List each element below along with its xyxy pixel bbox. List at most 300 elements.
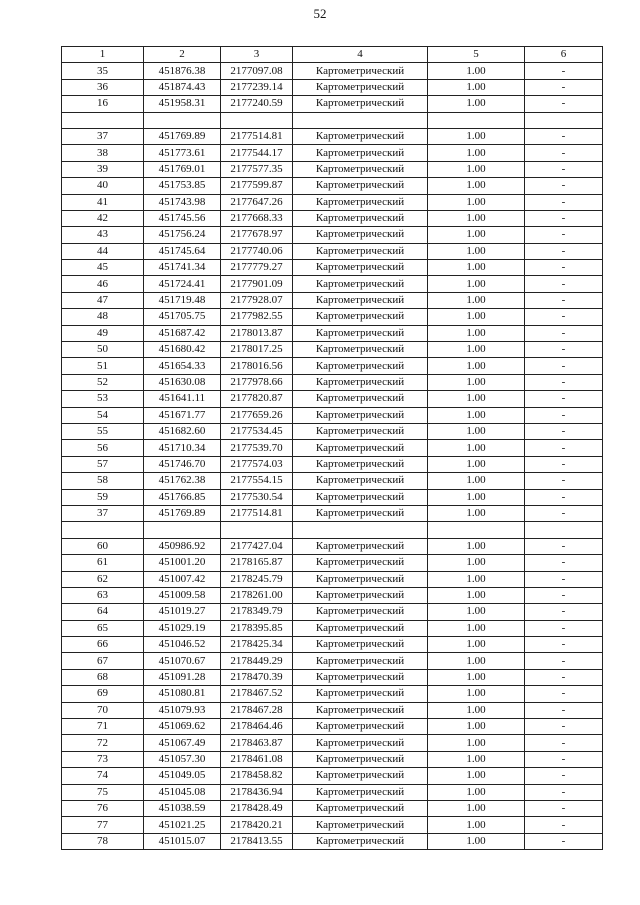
y-coordinate-cell: 2178165.87 (221, 555, 293, 571)
table-row (62, 292, 603, 308)
y-coordinate-cell: 2178428.49 (221, 800, 293, 816)
description-cell: - (525, 456, 603, 472)
description-cell (525, 112, 603, 128)
point-number-cell: 58 (62, 473, 144, 489)
y-coordinate-cell (221, 522, 293, 538)
table-row (62, 669, 603, 685)
header-row (62, 47, 603, 63)
point-number-cell: 71 (62, 719, 144, 735)
table-row (62, 440, 603, 456)
point-number-cell: 56 (62, 440, 144, 456)
accuracy-cell: 1.00 (428, 555, 525, 571)
table-row (62, 145, 603, 161)
table-row (62, 423, 603, 439)
point-number-cell: 64 (62, 604, 144, 620)
x-coordinate-cell: 451680.42 (144, 342, 221, 358)
method-cell: Картометрический (293, 440, 428, 456)
point-number-cell: 68 (62, 669, 144, 685)
point-number-cell: 69 (62, 686, 144, 702)
method-cell: Картометрический (293, 653, 428, 669)
y-coordinate-cell: 2177599.87 (221, 178, 293, 194)
point-number-cell: 52 (62, 374, 144, 390)
method-cell: Картометрический (293, 63, 428, 79)
point-number-cell: 47 (62, 292, 144, 308)
page-number: 52 (313, 6, 327, 21)
method-cell: Картометрический (293, 128, 428, 144)
y-coordinate-cell: 2177779.27 (221, 260, 293, 276)
x-coordinate-cell: 451007.42 (144, 571, 221, 587)
x-coordinate-cell: 451671.77 (144, 407, 221, 423)
table-row (62, 276, 603, 292)
method-cell: Картометрический (293, 719, 428, 735)
y-coordinate-cell: 2178395.85 (221, 620, 293, 636)
accuracy-cell: 1.00 (428, 784, 525, 800)
accuracy-cell: 1.00 (428, 719, 525, 735)
y-coordinate-cell: 2178464.46 (221, 719, 293, 735)
accuracy-cell: 1.00 (428, 505, 525, 521)
description-cell: - (525, 817, 603, 833)
x-coordinate-cell: 451687.42 (144, 325, 221, 341)
point-number-cell: 76 (62, 800, 144, 816)
method-cell: Картометрический (293, 702, 428, 718)
method-cell: Картометрический (293, 407, 428, 423)
y-coordinate-cell: 2177577.35 (221, 161, 293, 177)
point-number-cell: 75 (62, 784, 144, 800)
point-number-cell: 70 (62, 702, 144, 718)
method-cell: Картометрический (293, 587, 428, 603)
table-row (62, 161, 603, 177)
point-number-cell: 38 (62, 145, 144, 161)
table-row (62, 325, 603, 341)
table-row (62, 686, 603, 702)
accuracy-cell: 1.00 (428, 342, 525, 358)
point-number-cell: 72 (62, 735, 144, 751)
description-cell: - (525, 800, 603, 816)
y-coordinate-cell: 2177678.97 (221, 227, 293, 243)
method-cell: Картометрический (293, 817, 428, 833)
x-coordinate-cell: 451743.98 (144, 194, 221, 210)
y-coordinate-cell: 2177647.26 (221, 194, 293, 210)
accuracy-cell: 1.00 (428, 79, 525, 95)
table-row (62, 309, 603, 325)
column-header-4: 4 (293, 47, 428, 63)
y-coordinate-cell: 2177740.06 (221, 243, 293, 259)
method-cell (293, 522, 428, 538)
point-number-cell (62, 522, 144, 538)
point-number-cell: 60 (62, 538, 144, 554)
description-cell: - (525, 178, 603, 194)
accuracy-cell: 1.00 (428, 456, 525, 472)
method-cell: Картометрический (293, 456, 428, 472)
table-body (62, 63, 603, 850)
x-coordinate-cell: 451769.01 (144, 161, 221, 177)
table-row (62, 555, 603, 571)
accuracy-cell: 1.00 (428, 276, 525, 292)
y-coordinate-cell: 2177097.08 (221, 63, 293, 79)
point-number-cell: 48 (62, 309, 144, 325)
method-cell: Картометрический (293, 505, 428, 521)
x-coordinate-cell: 451769.89 (144, 505, 221, 521)
description-cell: - (525, 686, 603, 702)
description-cell (525, 522, 603, 538)
method-cell: Картометрический (293, 669, 428, 685)
accuracy-cell: 1.00 (428, 96, 525, 112)
y-coordinate-cell: 2177539.70 (221, 440, 293, 456)
point-number-cell: 54 (62, 407, 144, 423)
table-row (62, 489, 603, 505)
point-number-cell: 43 (62, 227, 144, 243)
accuracy-cell: 1.00 (428, 702, 525, 718)
y-coordinate-cell: 2178425.34 (221, 637, 293, 653)
table-row (62, 374, 603, 390)
method-cell: Картометрический (293, 325, 428, 341)
description-cell: - (525, 309, 603, 325)
description-cell: - (525, 96, 603, 112)
method-cell: Картометрический (293, 342, 428, 358)
y-coordinate-cell: 2177544.17 (221, 145, 293, 161)
accuracy-cell: 1.00 (428, 227, 525, 243)
point-number-cell: 61 (62, 555, 144, 571)
x-coordinate-cell: 451705.75 (144, 309, 221, 325)
x-coordinate-cell (144, 522, 221, 538)
description-cell: - (525, 440, 603, 456)
table-row (62, 702, 603, 718)
y-coordinate-cell: 2177239.14 (221, 79, 293, 95)
point-number-cell: 46 (62, 276, 144, 292)
description-cell: - (525, 79, 603, 95)
accuracy-cell: 1.00 (428, 63, 525, 79)
accuracy-cell: 1.00 (428, 489, 525, 505)
x-coordinate-cell: 451753.85 (144, 178, 221, 194)
method-cell: Картометрический (293, 555, 428, 571)
table-row (62, 817, 603, 833)
x-coordinate-cell: 450986.92 (144, 538, 221, 554)
method-cell: Картометрический (293, 571, 428, 587)
accuracy-cell: 1.00 (428, 669, 525, 685)
method-cell: Картометрический (293, 735, 428, 751)
table-row (62, 784, 603, 800)
table-row (62, 456, 603, 472)
description-cell: - (525, 473, 603, 489)
y-coordinate-cell (221, 112, 293, 128)
method-cell: Картометрический (293, 374, 428, 390)
method-cell: Картометрический (293, 178, 428, 194)
x-coordinate-cell: 451046.52 (144, 637, 221, 653)
method-cell: Картометрический (293, 161, 428, 177)
accuracy-cell: 1.00 (428, 292, 525, 308)
point-number-cell: 49 (62, 325, 144, 341)
y-coordinate-cell: 2177530.54 (221, 489, 293, 505)
point-number-cell: 66 (62, 637, 144, 653)
y-coordinate-cell: 2177901.09 (221, 276, 293, 292)
point-number-cell: 44 (62, 243, 144, 259)
x-coordinate-cell: 451045.08 (144, 784, 221, 800)
y-coordinate-cell: 2177982.55 (221, 309, 293, 325)
accuracy-cell: 1.00 (428, 194, 525, 210)
accuracy-cell (428, 522, 525, 538)
accuracy-cell: 1.00 (428, 391, 525, 407)
table-row (62, 768, 603, 784)
table-row (62, 79, 603, 95)
point-number-cell: 74 (62, 768, 144, 784)
description-cell: - (525, 391, 603, 407)
y-coordinate-cell: 2177659.26 (221, 407, 293, 423)
point-number-cell: 35 (62, 63, 144, 79)
description-cell: - (525, 210, 603, 226)
table-row (62, 522, 603, 538)
description-cell: - (525, 145, 603, 161)
method-cell: Картометрический (293, 423, 428, 439)
accuracy-cell: 1.00 (428, 161, 525, 177)
y-coordinate-cell: 2178245.79 (221, 571, 293, 587)
table-row (62, 227, 603, 243)
accuracy-cell: 1.00 (428, 653, 525, 669)
point-number-cell: 51 (62, 358, 144, 374)
point-number-cell: 36 (62, 79, 144, 95)
table-row (62, 342, 603, 358)
point-number-cell: 16 (62, 96, 144, 112)
x-coordinate-cell: 451762.38 (144, 473, 221, 489)
column-header-6: 6 (525, 47, 603, 63)
y-coordinate-cell: 2177554.15 (221, 473, 293, 489)
accuracy-cell: 1.00 (428, 686, 525, 702)
x-coordinate-cell: 451874.43 (144, 79, 221, 95)
x-coordinate-cell: 451724.41 (144, 276, 221, 292)
method-cell: Картометрический (293, 620, 428, 636)
description-cell: - (525, 538, 603, 554)
description-cell: - (525, 555, 603, 571)
accuracy-cell: 1.00 (428, 423, 525, 439)
point-number-cell: 41 (62, 194, 144, 210)
accuracy-cell: 1.00 (428, 604, 525, 620)
y-coordinate-cell: 2177574.03 (221, 456, 293, 472)
accuracy-cell: 1.00 (428, 407, 525, 423)
y-coordinate-cell: 2177427.04 (221, 538, 293, 554)
x-coordinate-cell: 451080.81 (144, 686, 221, 702)
table-row (62, 571, 603, 587)
table-row (62, 719, 603, 735)
accuracy-cell: 1.00 (428, 260, 525, 276)
y-coordinate-cell: 2178017.25 (221, 342, 293, 358)
accuracy-cell: 1.00 (428, 817, 525, 833)
description-cell: - (525, 719, 603, 735)
column-header-2: 2 (144, 47, 221, 63)
method-cell: Картометрический (293, 210, 428, 226)
x-coordinate-cell: 451057.30 (144, 751, 221, 767)
x-coordinate-cell: 451719.48 (144, 292, 221, 308)
y-coordinate-cell: 2177820.87 (221, 391, 293, 407)
method-cell: Картометрический (293, 358, 428, 374)
y-coordinate-cell: 2178467.52 (221, 686, 293, 702)
table-row (62, 178, 603, 194)
description-cell: - (525, 751, 603, 767)
accuracy-cell: 1.00 (428, 358, 525, 374)
y-coordinate-cell: 2178463.87 (221, 735, 293, 751)
y-coordinate-cell: 2178016.56 (221, 358, 293, 374)
method-cell: Картометрический (293, 800, 428, 816)
table-row (62, 194, 603, 210)
y-coordinate-cell: 2178436.94 (221, 784, 293, 800)
method-cell: Картометрический (293, 96, 428, 112)
table-row (62, 587, 603, 603)
point-number-cell: 62 (62, 571, 144, 587)
accuracy-cell: 1.00 (428, 800, 525, 816)
accuracy-cell: 1.00 (428, 571, 525, 587)
method-cell: Картометрический (293, 538, 428, 554)
description-cell: - (525, 128, 603, 144)
x-coordinate-cell: 451067.49 (144, 735, 221, 751)
description-cell: - (525, 669, 603, 685)
description-cell: - (525, 702, 603, 718)
table-row (62, 96, 603, 112)
accuracy-cell: 1.00 (428, 587, 525, 603)
description-cell: - (525, 833, 603, 849)
x-coordinate-cell: 451021.25 (144, 817, 221, 833)
x-coordinate-cell: 451641.11 (144, 391, 221, 407)
table-row (62, 604, 603, 620)
accuracy-cell: 1.00 (428, 440, 525, 456)
description-cell: - (525, 604, 603, 620)
description-cell: - (525, 587, 603, 603)
method-cell: Картометрический (293, 768, 428, 784)
table-row (62, 637, 603, 653)
accuracy-cell: 1.00 (428, 620, 525, 636)
x-coordinate-cell: 451009.58 (144, 587, 221, 603)
y-coordinate-cell: 2177514.81 (221, 505, 293, 521)
method-cell: Картометрический (293, 79, 428, 95)
x-coordinate-cell: 451958.31 (144, 96, 221, 112)
method-cell: Картометрический (293, 751, 428, 767)
accuracy-cell: 1.00 (428, 751, 525, 767)
x-coordinate-cell (144, 112, 221, 128)
point-number-cell: 67 (62, 653, 144, 669)
y-coordinate-cell: 2178349.79 (221, 604, 293, 620)
accuracy-cell: 1.00 (428, 210, 525, 226)
method-cell: Картометрический (293, 292, 428, 308)
point-number-cell: 37 (62, 505, 144, 521)
point-number-cell: 42 (62, 210, 144, 226)
accuracy-cell (428, 112, 525, 128)
table-row (62, 407, 603, 423)
accuracy-cell: 1.00 (428, 309, 525, 325)
description-cell: - (525, 194, 603, 210)
y-coordinate-cell: 2178261.00 (221, 587, 293, 603)
description-cell: - (525, 735, 603, 751)
point-number-cell: 40 (62, 178, 144, 194)
table-row (62, 210, 603, 226)
y-coordinate-cell: 2178467.28 (221, 702, 293, 718)
point-number-cell: 55 (62, 423, 144, 439)
accuracy-cell: 1.00 (428, 145, 525, 161)
y-coordinate-cell: 2178458.82 (221, 768, 293, 784)
column-header-1: 1 (62, 47, 144, 63)
table-row (62, 243, 603, 259)
method-cell: Картометрический (293, 784, 428, 800)
y-coordinate-cell: 2178413.55 (221, 833, 293, 849)
x-coordinate-cell: 451001.20 (144, 555, 221, 571)
x-coordinate-cell: 451756.24 (144, 227, 221, 243)
point-number-cell (62, 112, 144, 128)
description-cell: - (525, 292, 603, 308)
method-cell: Картометрический (293, 309, 428, 325)
y-coordinate-cell: 2178470.39 (221, 669, 293, 685)
method-cell: Картометрический (293, 473, 428, 489)
description-cell: - (525, 768, 603, 784)
x-coordinate-cell: 451019.27 (144, 604, 221, 620)
accuracy-cell: 1.00 (428, 128, 525, 144)
x-coordinate-cell: 451038.59 (144, 800, 221, 816)
y-coordinate-cell: 2178013.87 (221, 325, 293, 341)
accuracy-cell: 1.00 (428, 374, 525, 390)
y-coordinate-cell: 2178449.29 (221, 653, 293, 669)
point-number-cell: 37 (62, 128, 144, 144)
table-row (62, 391, 603, 407)
table-row (62, 112, 603, 128)
description-cell: - (525, 653, 603, 669)
description-cell: - (525, 227, 603, 243)
table-row (62, 538, 603, 554)
y-coordinate-cell: 2177514.81 (221, 128, 293, 144)
y-coordinate-cell: 2177928.07 (221, 292, 293, 308)
y-coordinate-cell: 2178420.21 (221, 817, 293, 833)
x-coordinate-cell: 451654.33 (144, 358, 221, 374)
method-cell: Картометрический (293, 227, 428, 243)
description-cell: - (525, 571, 603, 587)
method-cell (293, 112, 428, 128)
point-number-cell: 39 (62, 161, 144, 177)
table-row (62, 358, 603, 374)
accuracy-cell: 1.00 (428, 243, 525, 259)
method-cell: Картометрический (293, 637, 428, 653)
description-cell: - (525, 161, 603, 177)
x-coordinate-cell: 451741.34 (144, 260, 221, 276)
accuracy-cell: 1.00 (428, 833, 525, 849)
x-coordinate-cell: 451029.19 (144, 620, 221, 636)
point-number-cell: 65 (62, 620, 144, 636)
y-coordinate-cell: 2178461.08 (221, 751, 293, 767)
table-row (62, 620, 603, 636)
description-cell: - (525, 243, 603, 259)
table-row (62, 800, 603, 816)
method-cell: Картометрический (293, 391, 428, 407)
accuracy-cell: 1.00 (428, 768, 525, 784)
x-coordinate-cell: 451015.07 (144, 833, 221, 849)
x-coordinate-cell: 451049.05 (144, 768, 221, 784)
x-coordinate-cell: 451766.85 (144, 489, 221, 505)
description-cell: - (525, 63, 603, 79)
table-row (62, 653, 603, 669)
description-cell: - (525, 784, 603, 800)
method-cell: Картометрический (293, 833, 428, 849)
table-header (62, 47, 603, 63)
x-coordinate-cell: 451769.89 (144, 128, 221, 144)
y-coordinate-cell: 2177240.59 (221, 96, 293, 112)
column-header-3: 3 (221, 47, 293, 63)
x-coordinate-cell: 451091.28 (144, 669, 221, 685)
method-cell: Картометрический (293, 194, 428, 210)
x-coordinate-cell: 451682.60 (144, 423, 221, 439)
y-coordinate-cell: 2177978.66 (221, 374, 293, 390)
description-cell: - (525, 620, 603, 636)
table-row (62, 735, 603, 751)
accuracy-cell: 1.00 (428, 325, 525, 341)
x-coordinate-cell: 451745.64 (144, 243, 221, 259)
y-coordinate-cell: 2177534.45 (221, 423, 293, 439)
x-coordinate-cell: 451745.56 (144, 210, 221, 226)
table-row (62, 751, 603, 767)
y-coordinate-cell: 2177668.33 (221, 210, 293, 226)
table-row (62, 128, 603, 144)
